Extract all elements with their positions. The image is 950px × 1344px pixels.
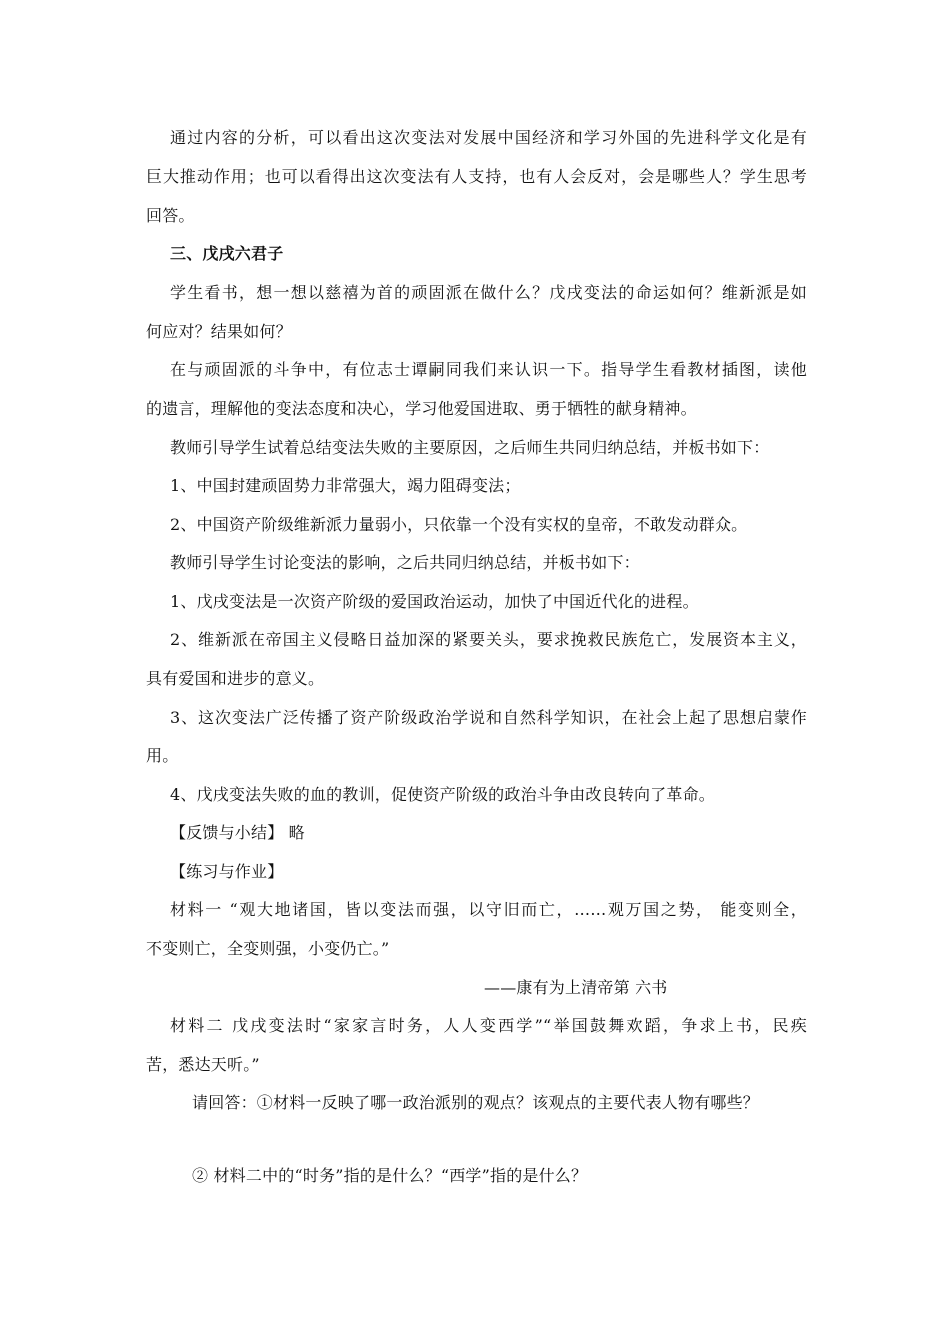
paragraph-line: 学生看书，想一想以慈禧为首的顽固派在做什么？戊戌变法的命运如何？维新派是如: [170, 283, 807, 302]
material-one-source: ——康有为上清帝第 六书: [484, 978, 668, 997]
list-item: 1、戊戌变法是一次资产阶级的爱国政治运动，加快了中国近代化的进程。: [170, 592, 699, 611]
list-item: 3、这次变法广泛传播了资产阶级政治学说和自然科学知识，在社会上起了思想启蒙作: [170, 708, 807, 727]
paragraph-line: 教师引导学生讨论变法的影响，之后共同归纳总结，并板书如下：: [170, 553, 640, 572]
material-one-line: 不变则亡，全变则强，小变仍亡。”: [146, 939, 390, 958]
question-two: ② 材料二中的“时务”指的是什么？“西学”指的是什么？: [192, 1166, 588, 1185]
material-two-line: 苦，悉达天听。”: [146, 1055, 260, 1074]
list-item-continuation: 具有爱国和进步的意义。: [146, 669, 325, 688]
paragraph-line: 在与顽固派的斗争中，有位志士谭嗣同我们来认识一下。指导学生看教材插图，读他: [170, 360, 807, 379]
material-two-line: 材料二 戊戌变法时“家家言时务，人人变西学”“举国鼓舞欢蹈，争求上书，民疾: [170, 1016, 807, 1035]
feedback-heading: 【反馈与小结】 略: [170, 823, 305, 842]
intro-paragraph-line: 回答。: [146, 206, 195, 225]
paragraph-line: 教师引导学生试着总结变法失败的主要原因，之后师生共同归纳总结，并板书如下：: [170, 438, 770, 457]
material-one-line: 材料一 “观大地诸国，皆以变法而强，以守旧而亡，……观万国之势， 能变则全，: [170, 900, 807, 919]
paragraph-line: 的遗言，理解他的变法态度和决心，学习他爱国进取、勇于牺牲的献身精神。: [146, 399, 697, 418]
list-item: 1、中国封建顽固势力非常强大，竭力阻碍变法；: [170, 476, 521, 495]
list-item: 4、戊戌变法失败的血的教训，促使资产阶级的政治斗争由改良转向了革命。: [170, 785, 715, 804]
list-item: 2、维新派在帝国主义侵略日益加深的紧要关头，要求挽救民族危亡，发展资本主义，: [170, 630, 807, 649]
intro-paragraph-line: 通过内容的分析，可以看出这次变法对发展中国经济和学习外国的先进科学文化是有: [170, 128, 807, 147]
question-one: 请回答：①材料一反映了哪一政治派别的观点？该观点的主要代表人物有哪些？: [192, 1093, 760, 1112]
intro-paragraph-line: 巨大推动作用；也可以看得出这次变法有人支持，也有人会反对，会是哪些人？学生思考: [146, 167, 807, 186]
exercise-heading: 【练习与作业】: [170, 862, 284, 881]
section-heading: 三、戊戌六君子: [170, 244, 284, 263]
paragraph-line: 何应对？结果如何？: [146, 322, 292, 341]
list-item: 2、中国资产阶级维新派力量弱小，只依靠一个没有实权的皇帝，不敢发动群众。: [170, 515, 748, 534]
list-item-continuation: 用。: [146, 746, 179, 765]
